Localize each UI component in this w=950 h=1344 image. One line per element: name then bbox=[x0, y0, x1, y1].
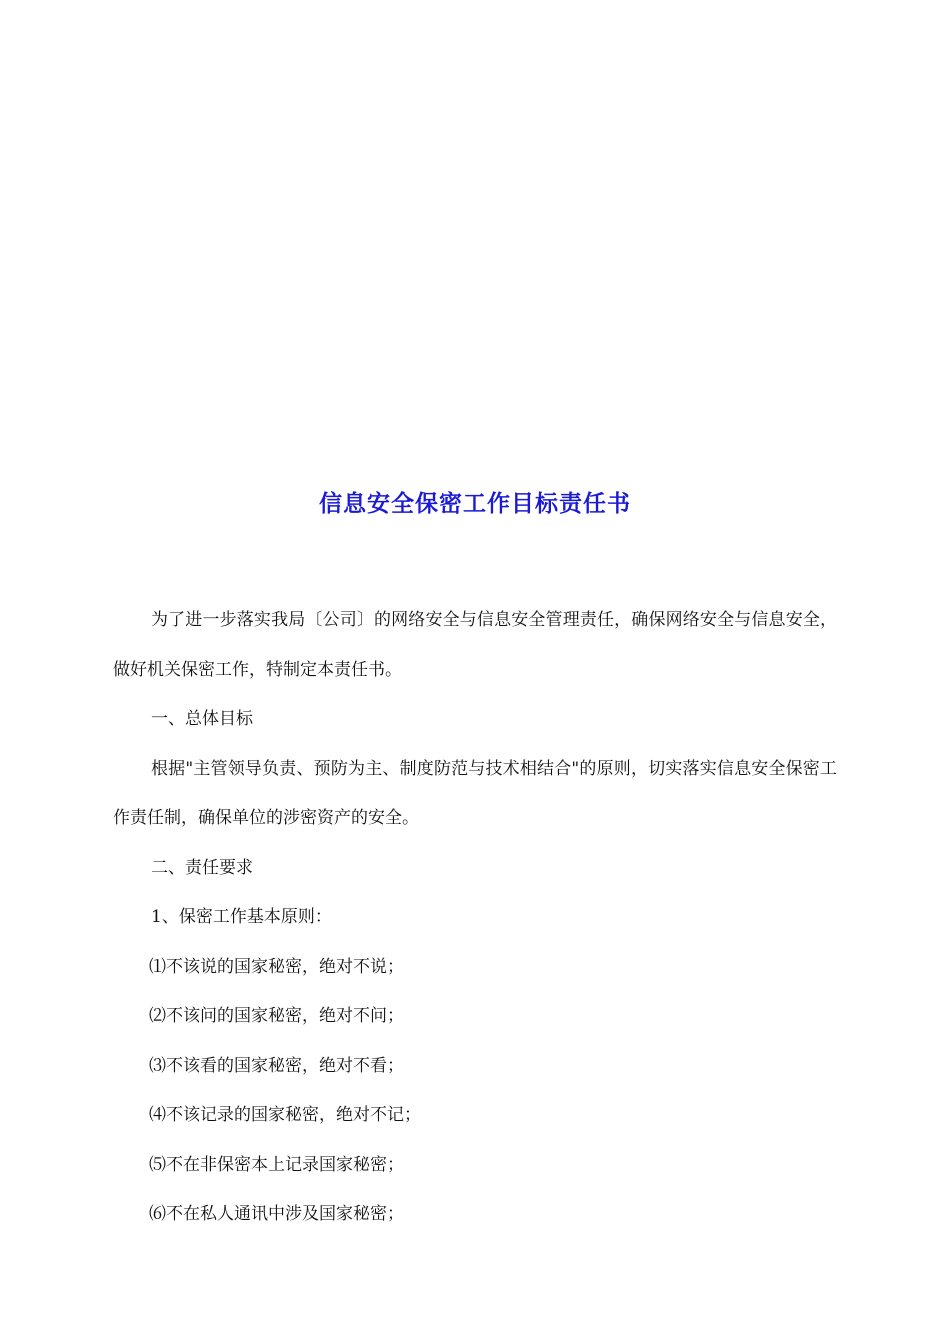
section-heading-responsibility: 二、责任要求 bbox=[151, 857, 253, 878]
principle-item: ⑸不在非保密本上记录国家秘密； bbox=[149, 1154, 404, 1175]
principle-item: ⑹不在私人通讯中涉及国家秘密； bbox=[149, 1204, 404, 1224]
document-body bbox=[113, 596, 837, 1240]
principle-item: ⑷不该记录的国家秘密，绝对不记； bbox=[149, 1105, 421, 1125]
document-title: 信息安全保密工作目标责任书 bbox=[319, 491, 631, 517]
goal-paragraph: 根据"主管领导负责、预防为主、制度防范与技术相结合"的原则，切实落实信息安全保密工作责任制，确保单位的涉密资产的安全。 bbox=[113, 758, 837, 828]
principle-item: ⑶不该看的国家秘密，绝对不看； bbox=[149, 1055, 404, 1076]
principle-item: ⑴不该说的国家秘密，绝对不说； bbox=[149, 956, 404, 977]
principle-item: ⑵不该问的国家秘密，绝对不问； bbox=[149, 1006, 404, 1026]
section-heading-overall-goal: 一、总体目标 bbox=[151, 709, 253, 729]
intro-paragraph: 为了进一步落实我局〔公司〕的网络安全与信息安全管理责任，确保网络安全与信息安全，做好机关保密工作，特制定本责任书。 bbox=[113, 610, 837, 680]
principles-heading: 1、保密工作基本原则： bbox=[151, 907, 332, 927]
